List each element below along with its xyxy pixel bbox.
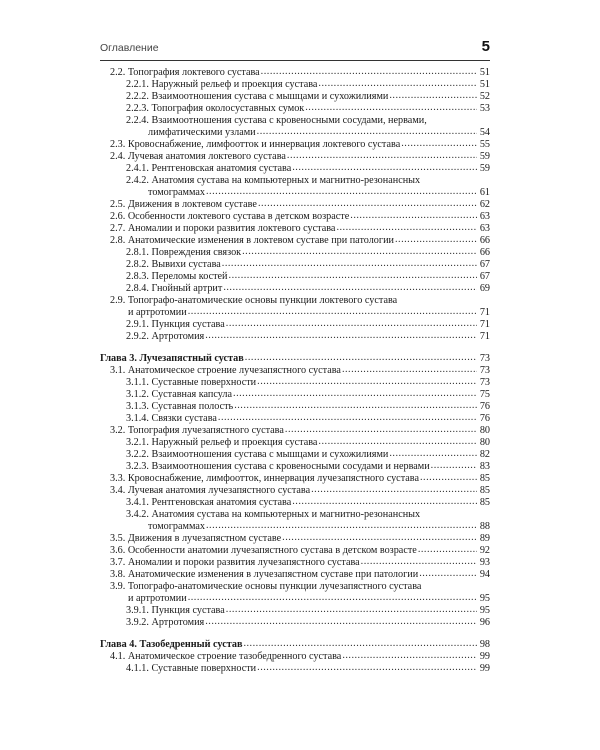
toc-entry[interactable]: 2.2.1. Наружный рельеф и проекция сустава ..... 51 (100, 79, 490, 91)
toc-entry[interactable]: 2.2.4. Взаимоотношения сустава с кровеносными сосудами, нервами, лимфатическими узлами ..... 54 (100, 115, 490, 139)
toc-entry[interactable]: 3.2.1. Наружный рельеф и проекция сустава ..... 80 (100, 437, 490, 449)
page-number: 5 (481, 38, 490, 55)
toc-entry[interactable]: 3.1.4. Связки сустава ..... 76 (100, 413, 490, 425)
header-rule (100, 60, 490, 61)
toc-entry[interactable]: 2.8.3. Переломы костей ..... 67 (100, 271, 490, 283)
toc-entry[interactable]: 2.4. Лучевая анатомия локтевого сустава ..... 59 (100, 151, 490, 163)
toc-entry[interactable]: 2.8. Анатомические изменения в локтевом суставе при патологии ..... 66 (100, 235, 490, 247)
running-title: Оглавление (100, 42, 159, 54)
toc-entry[interactable]: 2.2.3. Топография околосуставных сумок ..... 53 (100, 103, 490, 115)
toc-entry[interactable]: 3.4. Лучевая анатомия лучезапястного сустава ..... 85 (100, 485, 490, 497)
toc-entry[interactable]: 3.9.1. Пункция сустава ..... 95 (100, 605, 490, 617)
toc-entry[interactable]: 3.1.2. Суставная капсула ..... 75 (100, 389, 490, 401)
toc-entry[interactable]: 3.3. Кровоснабжение, лимфоотток, иннервация лучезапястного сустава ..... 85 (100, 473, 490, 485)
toc-entry[interactable]: 2.6. Особенности локтевого сустава в детском возрасте ..... 63 (100, 211, 490, 223)
toc-chapter[interactable]: Глава 3. Лучезапястный сустав ..... 73 (100, 353, 490, 365)
toc-entry[interactable]: 2.9.1. Пункция сустава ..... 71 (100, 319, 490, 331)
page-header (100, 38, 490, 58)
toc-entry[interactable]: 2.4.1. Рентгеновская анатомия сустава ..... 59 (100, 163, 490, 175)
toc-entry[interactable]: 3.1. Анатомическое строение лучезапястного сустава ..... 73 (100, 365, 490, 377)
toc-entry[interactable]: 2.3. Кровоснабжение, лимфоотток и иннервация локтевого сустава ..... 55 (100, 139, 490, 151)
toc-entry[interactable]: 3.7. Аномалии и пороки развития лучезапястного сустава ..... 93 (100, 557, 490, 569)
toc-entry[interactable]: 3.1.1. Суставные поверхности ..... 73 (100, 377, 490, 389)
toc-entry[interactable]: 3.4.1. Рентгеновская анатомия сустава ..... 85 (100, 497, 490, 509)
toc-entry[interactable]: 3.9. Топографо-анатомические основы пункции лучезапястного сустава и артротомии ..... 95 (100, 581, 490, 605)
table-of-contents (100, 67, 490, 675)
toc-entry[interactable]: 3.2.3. Взаимоотношения сустава с кровеносными сосудами и нервами ..... 83 (100, 461, 490, 473)
toc-entry[interactable]: 2.2.2. Взаимоотношения сустава с мышцами и сухожилиями ..... 52 (100, 91, 490, 103)
toc-entry[interactable]: 2.8.2. Вывихи сустава ..... 67 (100, 259, 490, 271)
toc-entry[interactable]: 2.9.2. Артротомия ..... 71 (100, 331, 490, 343)
toc-entry[interactable]: 4.1. Анатомическое строение тазобедренного сустава ..... 99 (100, 651, 490, 663)
toc-chapter[interactable]: Глава 4. Тазобедренный сустав ..... 98 (100, 639, 490, 651)
toc-entry[interactable]: 4.1.1. Суставные поверхности ..... 99 (100, 663, 490, 675)
toc-entry[interactable]: 2.9. Топографо-анатомические основы пункции локтевого сустава и артротомии ..... 71 (100, 295, 490, 319)
toc-entry[interactable]: 2.8.1. Повреждения связок ..... 66 (100, 247, 490, 259)
toc-entry[interactable]: 2.7. Аномалии и пороки развития локтевого сустава ..... 63 (100, 223, 490, 235)
toc-entry[interactable]: 2.8.4. Гнойный артрит ..... 69 (100, 283, 490, 295)
toc-entry[interactable]: 3.5. Движения в лучезапястном суставе ..... 89 (100, 533, 490, 545)
toc-entry[interactable]: 3.2.2. Взаимоотношения сустава с мышцами и сухожилиями ..... 82 (100, 449, 490, 461)
toc-entry[interactable]: 3.2. Топография лучезапястного сустава ..... 80 (100, 425, 490, 437)
toc-entry[interactable]: 3.8. Анатомические изменения в лучезапястном суставе при патологии ..... 94 (100, 569, 490, 581)
toc-entry[interactable]: 2.2. Топография локтевого сустава ..... 51 (100, 67, 490, 79)
toc-entry[interactable]: 3.1.3. Суставная полость ..... 76 (100, 401, 490, 413)
toc-entry[interactable]: 2.4.2. Анатомия сустава на компьютерных и магнитно-резонансных томограммах ..... 61 (100, 175, 490, 199)
toc-entry[interactable]: 3.9.2. Артротомия ..... 96 (100, 617, 490, 629)
toc-entry[interactable]: 3.4.2. Анатомия сустава на компьютерных и магнитно-резонансных томограммах ..... 88 (100, 509, 490, 533)
toc-entry[interactable]: 2.5. Движения в локтевом суставе ..... 62 (100, 199, 490, 211)
toc-entry[interactable]: 3.6. Особенности анатомии лучезапястного сустава в детском возрасте ..... 92 (100, 545, 490, 557)
